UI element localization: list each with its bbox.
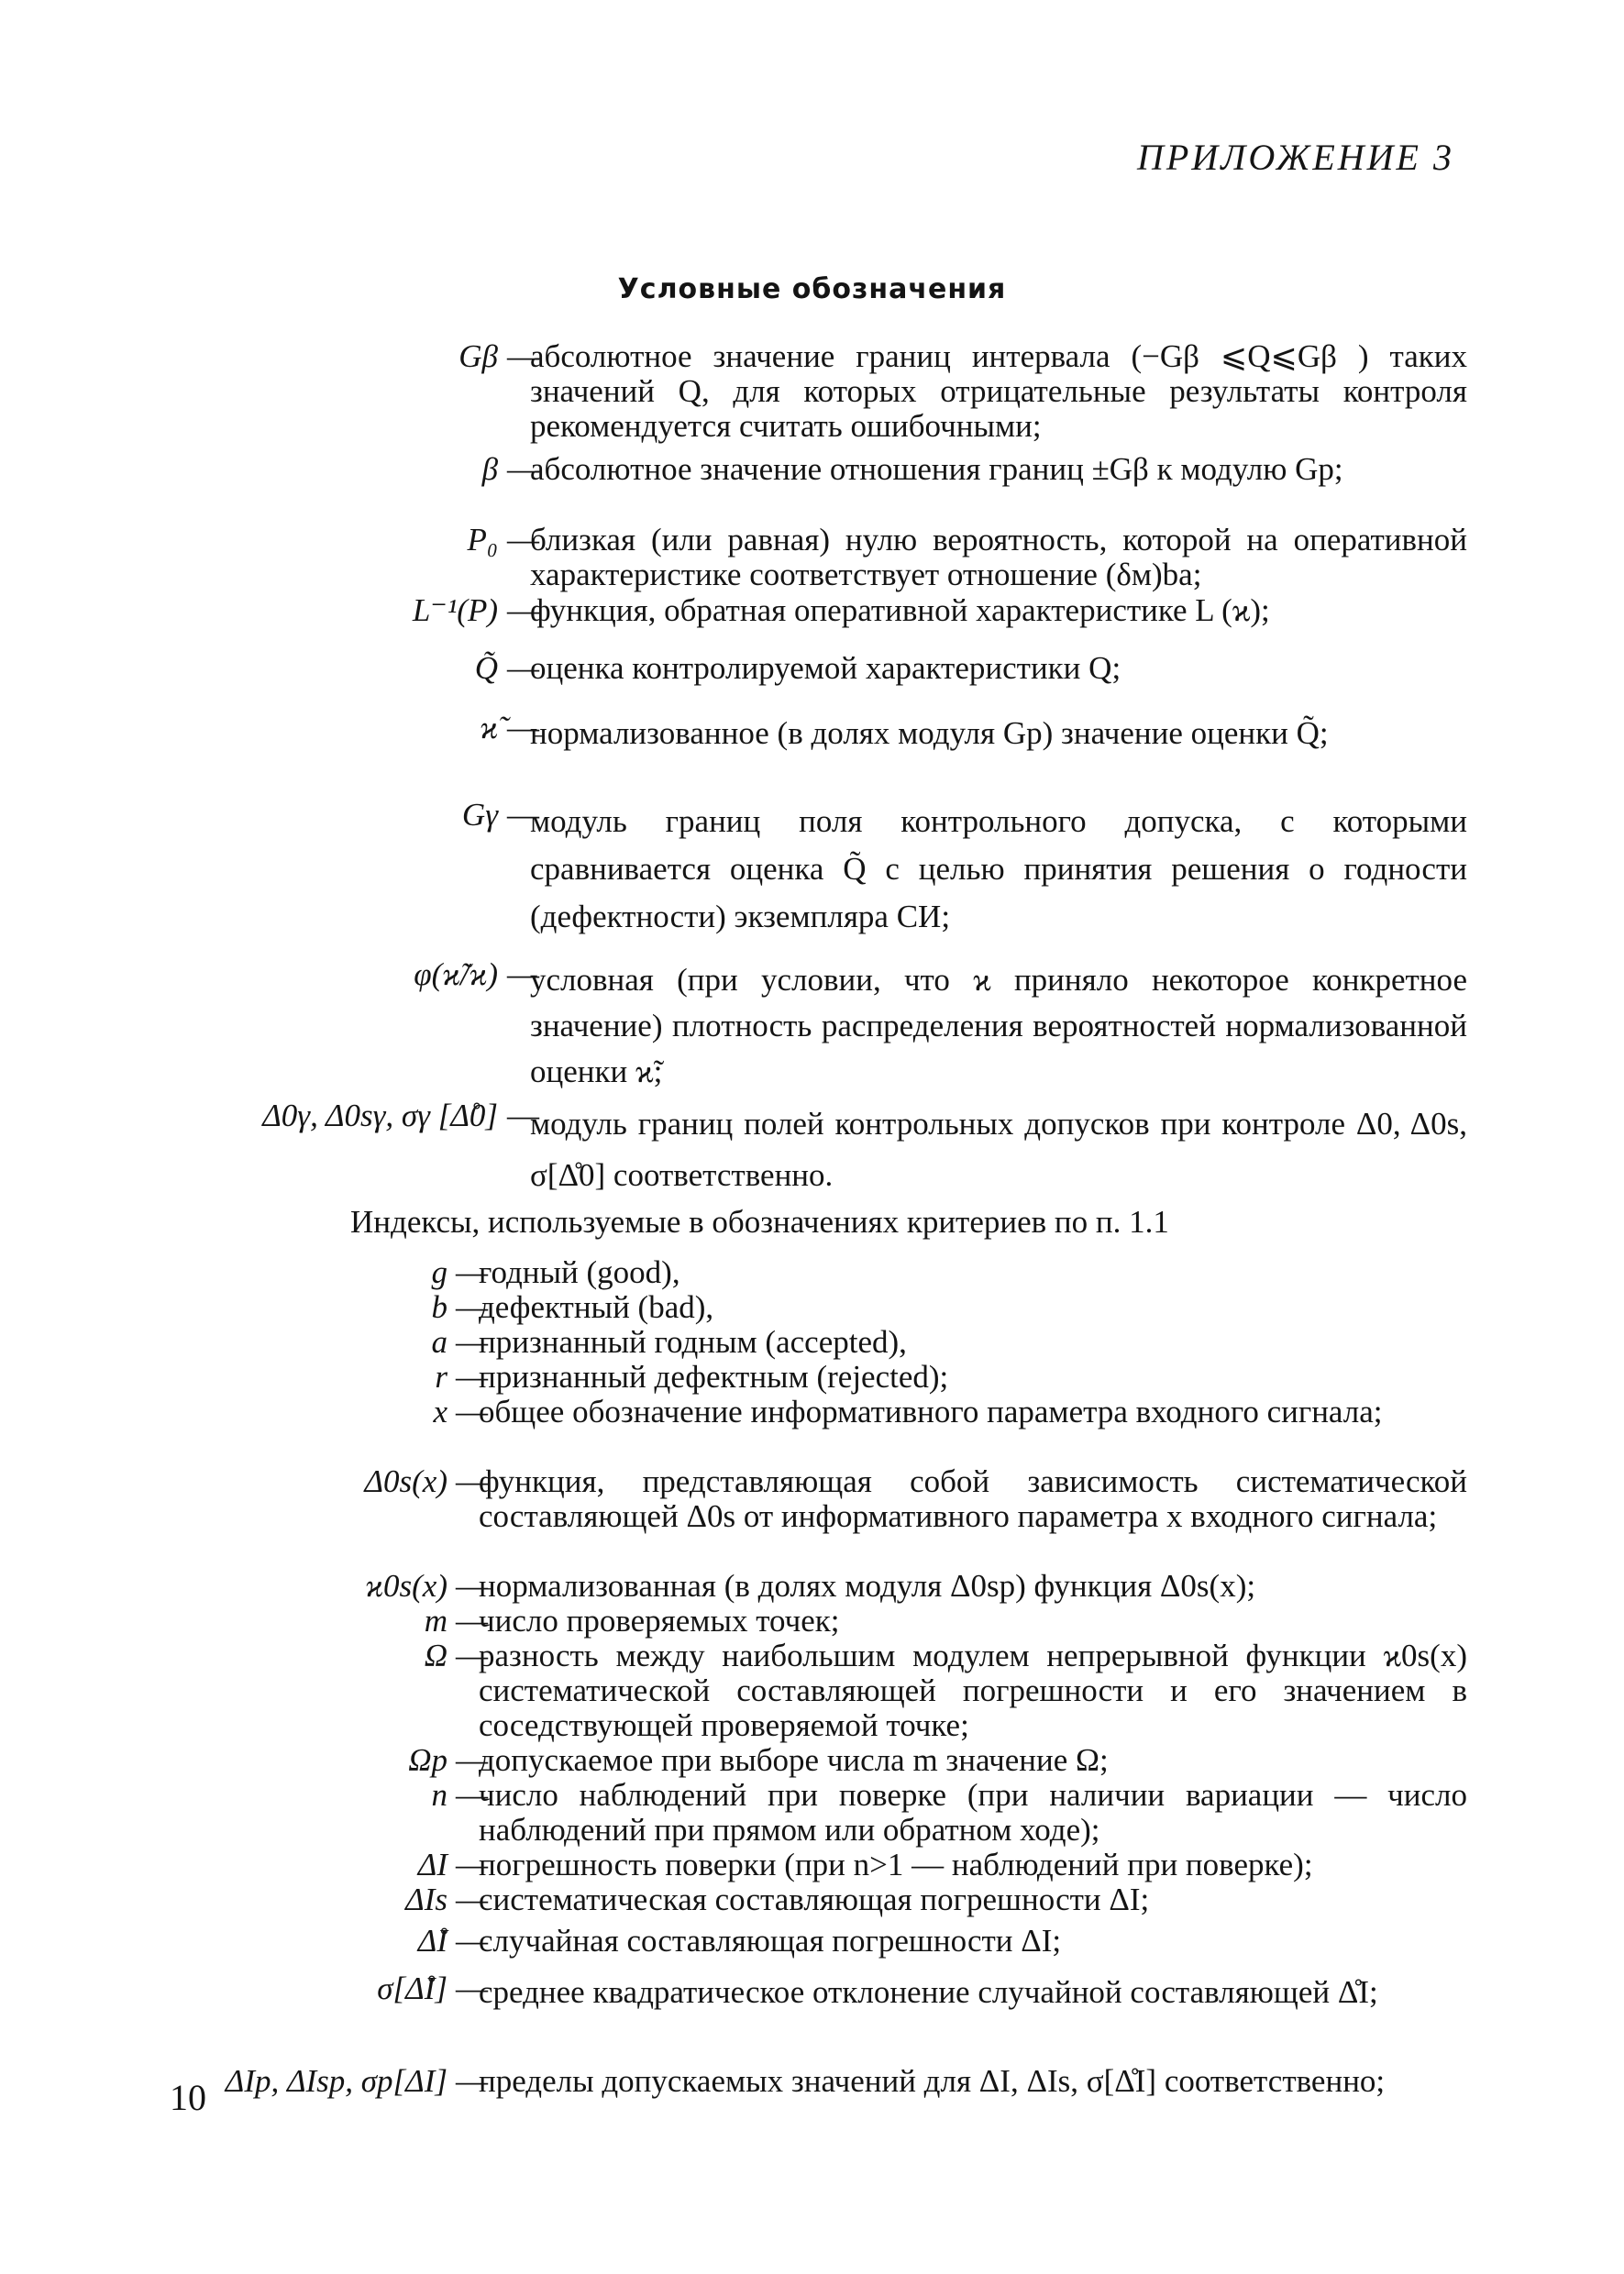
index-intro: Индексы, используемые в обозначениях критериев по п. 1.1 <box>350 1204 1169 1240</box>
entry-dash: — <box>456 1777 488 1813</box>
entry-symbol: Δ0s(x) <box>364 1463 447 1499</box>
entry-symbol: φ(ϰ̃/ϰ) <box>414 956 498 992</box>
entry-dash: — <box>507 1098 539 1133</box>
page-number: 10 <box>170 2077 206 2118</box>
entry-description: погрешность поверки (при n>1 — наблюдений при поверке); <box>479 1847 1313 1882</box>
entry-symbol: Δ0γ, Δ0sγ, σγ [Δ̊0] <box>262 1098 498 1133</box>
entry-dash: — <box>507 710 539 745</box>
entry-description: нормализованное (в долях модуля Gp) значение оценки Q̃; <box>530 715 1329 751</box>
entry-symbol: ΔIs <box>405 1882 447 1917</box>
entry-description: признанный дефектным (rejected); <box>479 1359 949 1395</box>
entry-symbol: ϰ0s(x) <box>365 1568 447 1604</box>
entry-dash: — <box>507 797 539 833</box>
entry-symbol: m <box>424 1603 447 1639</box>
entry-symbol: r <box>435 1359 447 1395</box>
entry-symbol: ΔIp, ΔIsp, σp[ΔI] <box>225 2063 447 2099</box>
section-heading: Условные обозначения <box>617 273 1007 305</box>
entry-symbol: ϰ̃ <box>480 710 498 745</box>
appendix-label: ПРИЛОЖЕНИЕ 3 <box>1137 137 1454 178</box>
entry-description: среднее квадратическое отклонение случайной составляющей Δ̊I; <box>479 1974 1378 2010</box>
entry-description: число наблюдений при поверке (при наличии вариации — число наблюдений при прямом или обратном ходе); <box>479 1777 1467 1848</box>
entry-description: нормализованная (в долях модуля Δ0sp) функция Δ0s(x); <box>479 1568 1256 1604</box>
entry-symbol: Ωp <box>408 1742 447 1778</box>
entry-description: число проверяемых точек; <box>479 1603 840 1639</box>
entry-description: близкая (или равная) нулю вероятность, которой на оперативной характеристике соответствует отношение (δм)ba; <box>530 522 1467 592</box>
entry-symbol: x <box>433 1394 447 1430</box>
entry-description: систематическая составляющая погрешности ΔI; <box>479 1882 1150 1917</box>
entry-description: дефектный (bad), <box>479 1289 714 1325</box>
entry-dash: — <box>456 1254 488 1290</box>
entry-dash: — <box>507 592 539 628</box>
entry-symbol: b <box>431 1289 447 1325</box>
entry-symbol: L⁻¹(P) <box>412 592 498 628</box>
entry-dash: — <box>456 1394 488 1430</box>
entry-description: случайная составляющая погрешности ΔI; <box>479 1923 1062 1959</box>
entry-dash: — <box>456 1289 488 1325</box>
entry-description: абсолютное значение границ интервала (−Gβ ⩽Q⩽Gβ ) таких значений Q, для которых отрицательные результаты контроля рекомендуется считать ошибочными; <box>530 338 1467 444</box>
entry-dash: — <box>456 1603 488 1639</box>
entry-symbol: n <box>431 1777 447 1813</box>
entry-symbol: Gγ <box>461 797 498 833</box>
entry-symbol: g <box>431 1254 447 1290</box>
entry-description: пределы допускаемых значений для ΔI, ΔIs, σ[Δ̊I] соответственно; <box>479 2063 1386 2099</box>
entry-dash: — <box>456 1923 488 1959</box>
entry-dash: — <box>507 956 539 992</box>
entry-symbol: Δ̊I <box>417 1923 447 1959</box>
entry-description: функция, обратная оперативной характеристике L (ϰ); <box>530 592 1270 628</box>
entry-description: годный (good), <box>479 1254 680 1290</box>
entry-dash: — <box>456 1970 488 2006</box>
entry-dash: — <box>507 522 539 557</box>
entry-description: признанный годным (accepted), <box>479 1324 907 1360</box>
entry-dash: — <box>456 1638 488 1673</box>
entry-symbol: Gβ <box>458 338 498 374</box>
entry-dash: — <box>507 338 539 374</box>
entry-description: модуль границ полей контрольных допусков при контроле Δ0, Δ0s, σ[Δ̊0] соответственно. <box>530 1106 1467 1193</box>
entry-dash: — <box>456 1568 488 1604</box>
entry-description: допускаемое при выборе числа m значение Ω; <box>479 1742 1109 1778</box>
entry-description: разность между наибольшим модулем непрерывной функции ϰ0s(x) систематической составляющей погрешности и его значением в соседствующей проверяемой точке; <box>479 1638 1467 1743</box>
entry-dash: — <box>456 1742 488 1778</box>
entry-symbol: a <box>431 1324 447 1360</box>
entry-dash: — <box>456 1463 488 1499</box>
entry-dash: — <box>456 1847 488 1882</box>
entry-symbol: P₀ <box>467 522 498 557</box>
entry-description: условная (при условии, что ϰ приняло некоторое конкретное значение) плотность распределения вероятностей нормализованной оценки ϰ̃; <box>530 962 1467 1089</box>
entry-dash: — <box>456 1359 488 1395</box>
entry-dash: — <box>507 650 539 686</box>
entry-symbol: Ω <box>424 1638 447 1673</box>
entry-symbol: σ[Δ̊I] <box>377 1970 447 2006</box>
entry-description: общее обозначение информативного параметра входного сигнала; <box>479 1394 1383 1430</box>
entry-symbol: Q̃ <box>474 650 498 686</box>
entry-description: оценка контролируемой характеристики Q; <box>530 650 1121 686</box>
entry-dash: — <box>456 1882 488 1917</box>
entry-dash: — <box>507 451 539 487</box>
entry-dash: — <box>456 2063 488 2099</box>
entry-description: абсолютное значение отношения границ ±Gβ к модулю Gp; <box>530 451 1343 487</box>
entry-dash: — <box>456 1324 488 1360</box>
entry-symbol: ΔI <box>417 1847 447 1882</box>
entry-symbol: β <box>481 451 498 487</box>
entry-description: модуль границ поля контрольного допуска, с которыми сравнивается оценка Q̃ с целью принятия решения о годности (дефектности) экземпляра СИ; <box>530 803 1467 934</box>
entry-description: функция, представляющая собой зависимость систематической составляющей Δ0s от информативного параметра x входного сигнала; <box>479 1463 1467 1534</box>
